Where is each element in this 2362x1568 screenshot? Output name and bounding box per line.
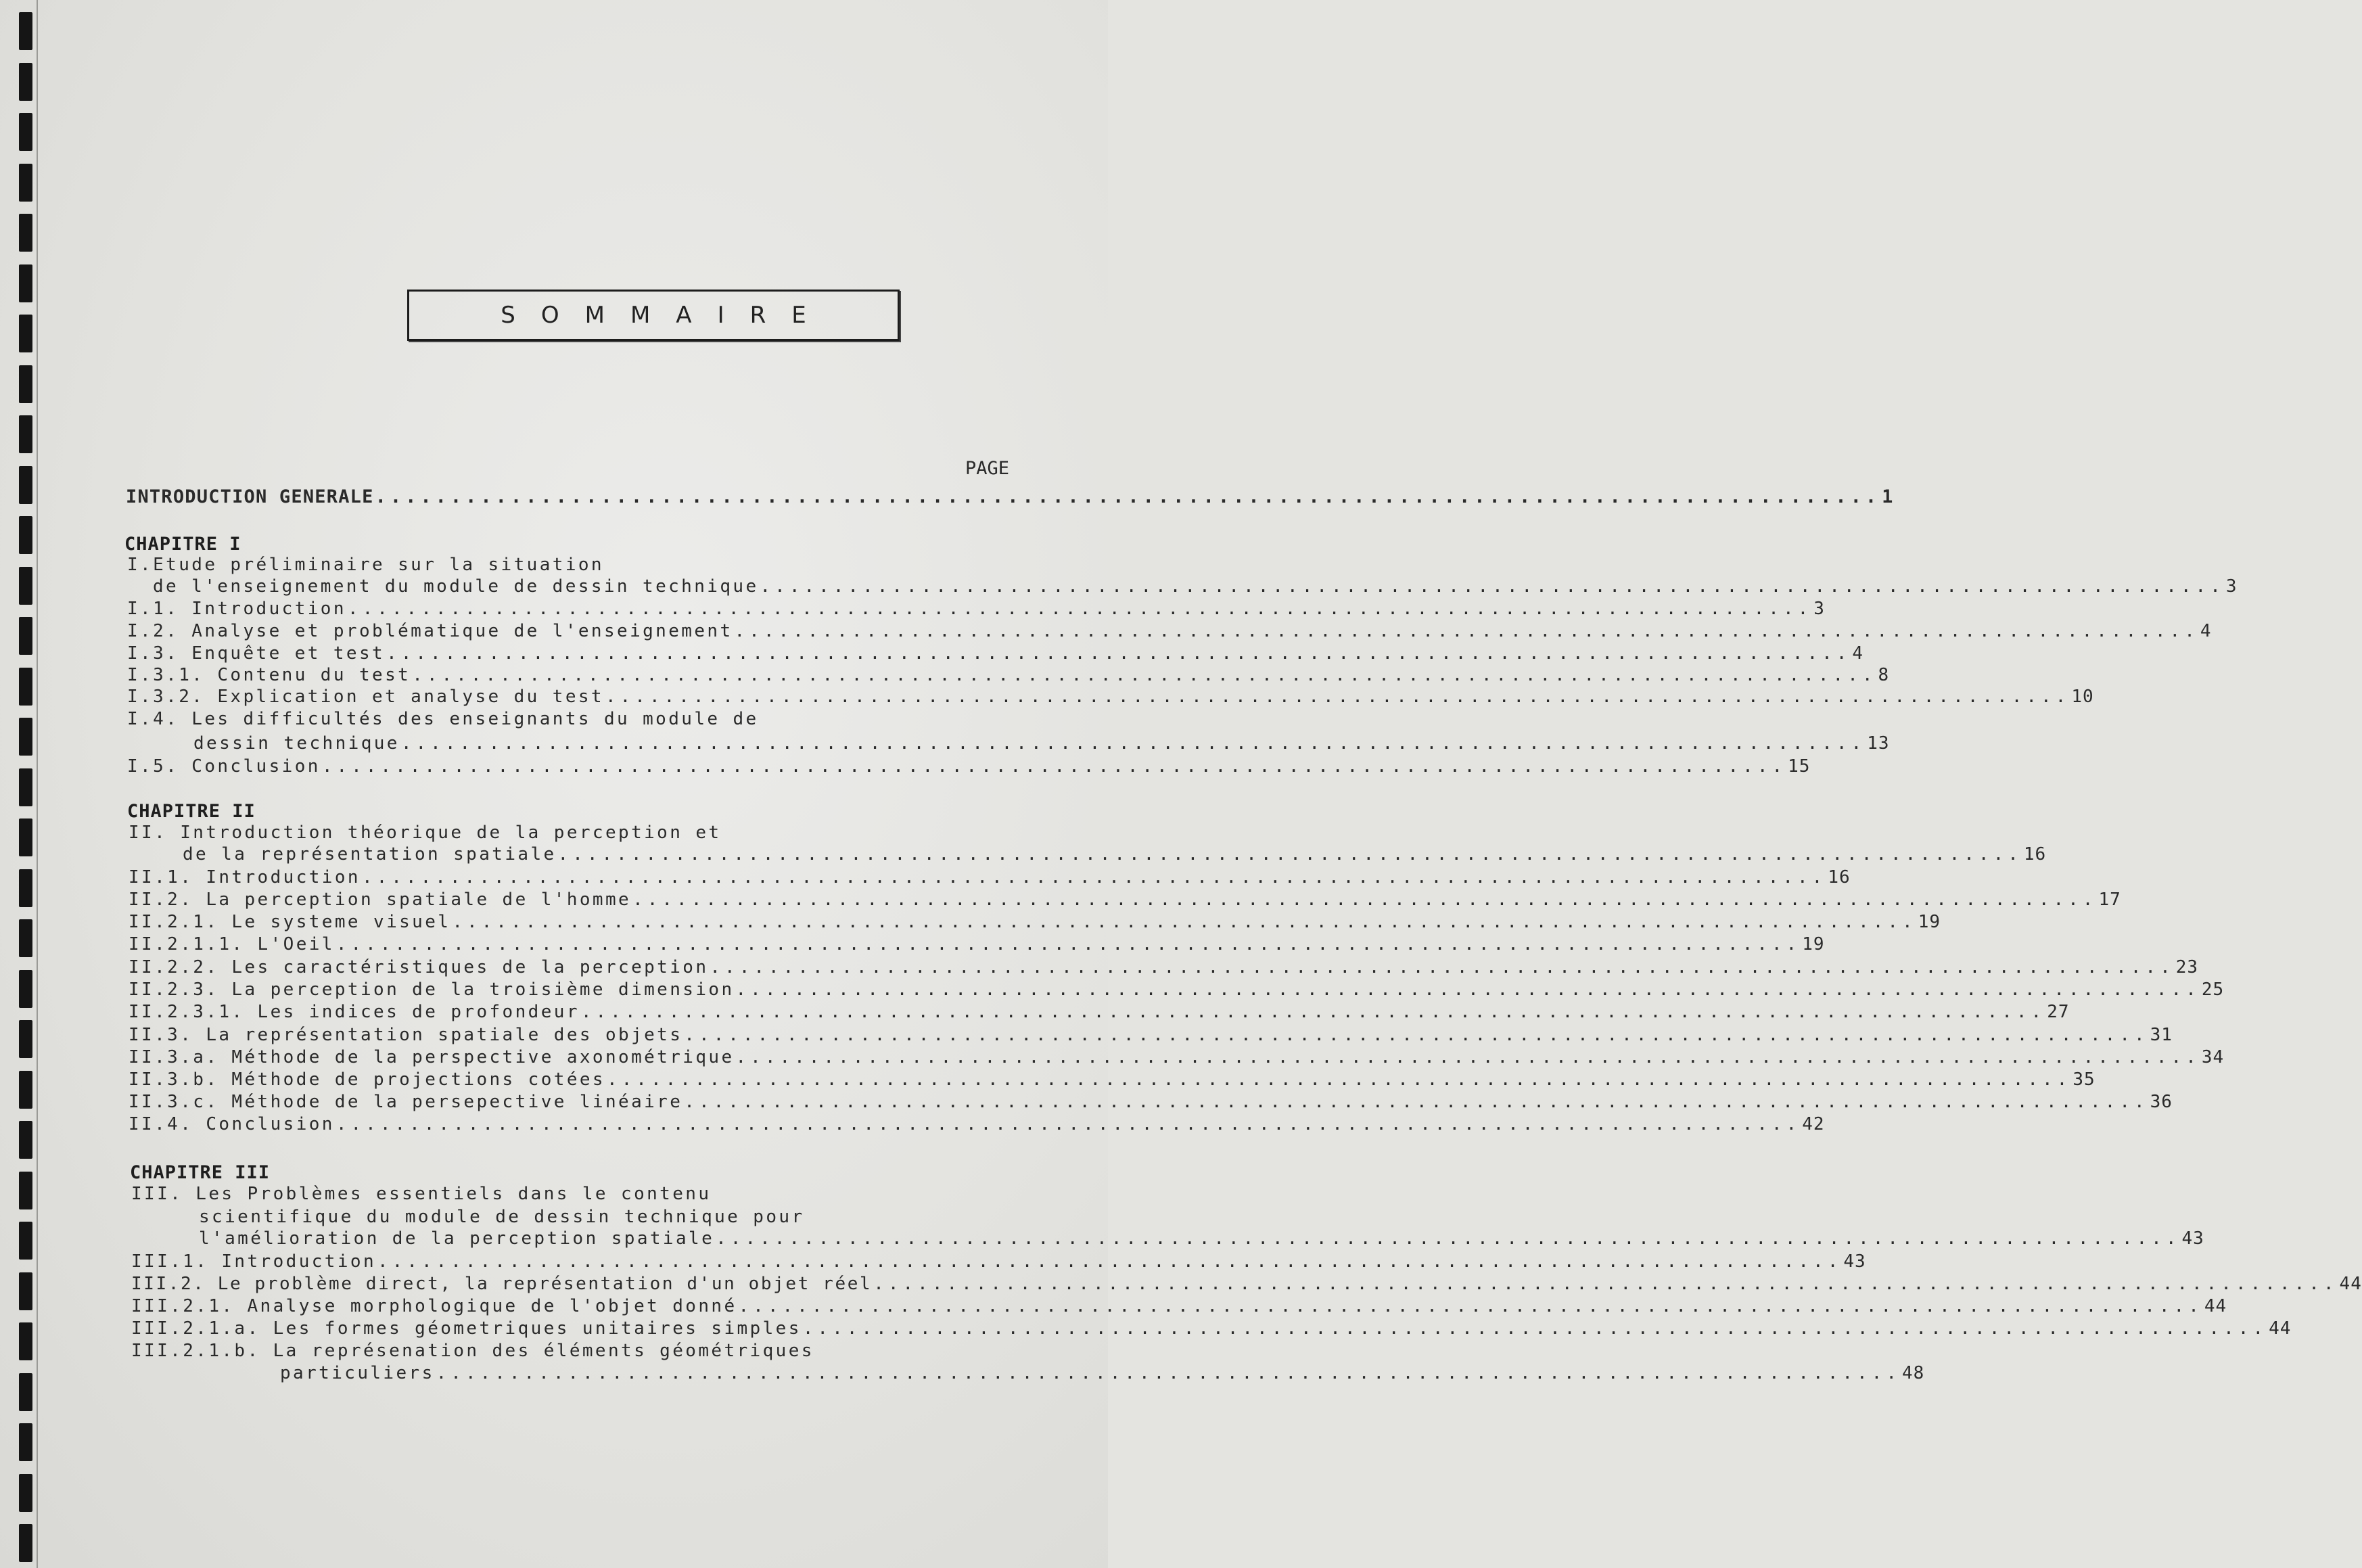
toc-entry bbox=[129, 1000, 2070, 1023]
toc-entry bbox=[127, 597, 1825, 620]
toc-entry-page: 3 bbox=[1813, 599, 1825, 619]
toc-entry-page: 42 bbox=[1802, 1114, 1825, 1134]
toc-entry bbox=[129, 1068, 2095, 1091]
toc-entry bbox=[127, 642, 1864, 665]
toc-entry-label: l'amélioration de la perception spatiale bbox=[199, 1228, 715, 1249]
toc-entry bbox=[129, 910, 1941, 933]
toc-entry bbox=[129, 933, 1825, 956]
toc-entry bbox=[131, 1250, 1866, 1273]
toc-entry-page: 43 bbox=[1843, 1251, 1866, 1272]
leader-dots: .................................................................................................... bbox=[735, 1047, 2200, 1067]
leader-dots: .................................................................................................... bbox=[716, 1228, 2181, 1249]
leader-dots: .................................................................................................... bbox=[436, 1363, 1901, 1383]
toc-entry-page: 16 bbox=[2023, 844, 2047, 864]
leader-dots: .................................................................................................... bbox=[375, 486, 1881, 507]
toc-entry-label: II. Introduction théorique de la perception et bbox=[129, 823, 722, 843]
toc-entry bbox=[131, 1317, 2292, 1340]
toc-entry-label: II.3.b. Méthode de projections cotées bbox=[129, 1069, 605, 1090]
toc-entry bbox=[131, 1295, 2227, 1318]
toc-entry-label: II.2.1. Le systeme visuel bbox=[129, 912, 451, 932]
toc-entry-page: 3 bbox=[2225, 576, 2238, 597]
toc-entry-label: II.4. Conclusion bbox=[129, 1114, 335, 1134]
toc-entry-page: 19 bbox=[1918, 912, 1941, 932]
leader-dots: .................................................................................................... bbox=[335, 934, 1801, 954]
leader-dots: .................................................................................................... bbox=[580, 1002, 2046, 1022]
toc-entry bbox=[199, 1205, 1025, 1228]
toc-entry-page: 35 bbox=[2072, 1069, 2095, 1090]
leader-dots: .................................................................................................... bbox=[802, 1318, 2268, 1339]
toc-entry bbox=[127, 685, 2094, 708]
toc-entry-label: I.1. Introduction bbox=[127, 599, 346, 619]
toc-entry bbox=[127, 553, 1020, 576]
toc-entry bbox=[127, 664, 1890, 687]
toc-entry bbox=[129, 978, 2225, 1001]
toc-entry-page: 44 bbox=[2269, 1318, 2292, 1339]
toc-entry-label: I.3. Enquête et test bbox=[127, 643, 386, 664]
toc-entry-label: II.3. La représentation spatiale des objets bbox=[129, 1025, 683, 1045]
leader-dots: .................................................................................................... bbox=[684, 1025, 2149, 1045]
toc-entry-introduction bbox=[126, 486, 1894, 509]
toc-entry-page: 31 bbox=[2150, 1025, 2173, 1045]
toc-entry-label: I.4. Les difficultés des enseignants du module de bbox=[127, 709, 759, 729]
page-column-label: PAGE bbox=[965, 458, 1010, 479]
chapter-heading: CHAPITRE I bbox=[124, 534, 241, 555]
toc-entry-page: 17 bbox=[2098, 890, 2121, 910]
toc-entry-page: 4 bbox=[2200, 621, 2212, 641]
toc-entry-page: 23 bbox=[2175, 957, 2199, 977]
page-title: SOMMAIRE bbox=[501, 302, 832, 329]
toc-entry-page: 8 bbox=[1878, 665, 1890, 685]
toc-entry-label: particuliers bbox=[280, 1363, 435, 1383]
toc-entry-page: 19 bbox=[1802, 934, 1825, 954]
toc-entry bbox=[199, 1227, 2204, 1250]
leader-dots: .................................................................................................... bbox=[632, 890, 2098, 910]
leader-dots: .................................................................................................... bbox=[557, 844, 2022, 864]
toc-entry bbox=[129, 1090, 2173, 1113]
toc-entry-label: I.3.2. Explication et analyse du test bbox=[127, 687, 604, 707]
toc-entry-label: III. Les Problèmes essentiels dans le contenu bbox=[131, 1184, 712, 1204]
toc-entry-label: I.Etude préliminaire sur la situation bbox=[127, 555, 604, 575]
leader-dots: .................................................................................................... bbox=[684, 1092, 2149, 1112]
toc-entry-label: INTRODUCTION GENERALE bbox=[126, 486, 374, 507]
toc-entry bbox=[129, 866, 1851, 889]
leader-dots: .................................................................................................... bbox=[335, 1114, 1801, 1134]
toc-entry-label: II.3.c. Méthode de la persepective linéaire bbox=[129, 1092, 683, 1112]
toc-entry-page: 25 bbox=[2201, 979, 2225, 1000]
leader-dots: .................................................................................................... bbox=[412, 665, 1877, 685]
toc-entry-page: 34 bbox=[2201, 1047, 2225, 1067]
toc-entry-page: 4 bbox=[1852, 643, 1864, 664]
toc-entry-label: III.2. Le problème direct, la représentation d'un objet réel bbox=[131, 1274, 873, 1294]
toc-entry-label: III.2.1.b. La représenation des éléments géométriques bbox=[131, 1341, 814, 1361]
toc-entry-label: II.2.1.1. L'Oeil bbox=[129, 934, 335, 954]
leader-dots: .................................................................................................... bbox=[760, 576, 2225, 597]
toc-entry-label: III.2.1. Analyse morphologique de l'objet donné bbox=[131, 1296, 737, 1316]
toc-entry-label: II.2. La perception spatiale de l'homme bbox=[129, 890, 632, 910]
toc-entry-page: 44 bbox=[2339, 1274, 2362, 1294]
leader-dots: .................................................................................................... bbox=[710, 957, 2175, 977]
leader-dots: .................................................................................................... bbox=[735, 979, 2200, 1000]
toc-entry-label: scientifique du module de dessin technique pour bbox=[199, 1207, 805, 1227]
toc-entry-label: II.2.3. La perception de la troisième dimension bbox=[129, 979, 735, 1000]
toc-entry-label: II.2.2. Les caractéristiques de la perception bbox=[129, 957, 709, 977]
toc-entry-page: 44 bbox=[2204, 1296, 2227, 1316]
toc-entry-page: 43 bbox=[2181, 1228, 2204, 1249]
chapter-heading: CHAPITRE III bbox=[130, 1162, 271, 1183]
leader-dots: .................................................................................................... bbox=[606, 1069, 2072, 1090]
toc-entry bbox=[129, 956, 2199, 979]
toc-entry-label: de la représentation spatiale bbox=[183, 844, 557, 864]
toc-entry-page: 27 bbox=[2047, 1002, 2070, 1022]
toc-entry bbox=[280, 1362, 1925, 1385]
toc-entry-page: 13 bbox=[1867, 733, 1890, 754]
leader-dots: .................................................................................................... bbox=[400, 733, 1866, 754]
leader-dots: .................................................................................................... bbox=[377, 1251, 1843, 1272]
chapter-heading: CHAPITRE II bbox=[127, 801, 256, 822]
toc-entry-page: 16 bbox=[1828, 867, 1851, 887]
toc-entry bbox=[131, 1339, 1025, 1362]
toc-entry bbox=[131, 1272, 2362, 1295]
toc-entry-label: de l'enseignement du module de dessin technique bbox=[153, 576, 759, 597]
toc-entry bbox=[129, 821, 1023, 844]
toc-entry-label: I.3.1. Contenu du test bbox=[127, 665, 411, 685]
leader-dots: .................................................................................................... bbox=[738, 1296, 2203, 1316]
toc-entry bbox=[129, 888, 2121, 911]
toc-entry bbox=[183, 843, 2047, 866]
toc-entry-label: II.3.a. Méthode de la perspective axonométrique bbox=[129, 1047, 735, 1067]
toc-entry-label: II.1. Introduction bbox=[129, 867, 361, 887]
toc-entry bbox=[153, 575, 2238, 598]
leader-dots: .................................................................................................... bbox=[605, 687, 2070, 707]
toc-entry-label: dessin technique bbox=[193, 733, 400, 754]
toc-entry bbox=[127, 755, 1811, 778]
toc-entry bbox=[129, 1046, 2225, 1069]
toc-entry bbox=[127, 620, 2212, 643]
leader-dots: .................................................................................................... bbox=[873, 1274, 2338, 1294]
leader-dots: .................................................................................................... bbox=[321, 756, 1787, 777]
leader-dots: .................................................................................................... bbox=[386, 643, 1851, 664]
toc-entry-page: 15 bbox=[1788, 756, 1811, 777]
toc-entry bbox=[131, 1182, 1025, 1205]
toc-entry bbox=[127, 708, 1020, 731]
leader-dots: .................................................................................................... bbox=[347, 599, 1813, 619]
toc-entry-label: II.2.3.1. Les indices de profondeur bbox=[129, 1002, 580, 1022]
leader-dots: .................................................................................................... bbox=[734, 621, 2199, 641]
toc-entry-page: 1 bbox=[1882, 486, 1894, 507]
leader-dots: .................................................................................................... bbox=[361, 867, 1827, 887]
toc-entry bbox=[129, 1113, 1825, 1136]
toc-entry-label: III.1. Introduction bbox=[131, 1251, 377, 1272]
toc-entry-label: III.2.1.a. Les formes géometriques unitaires simples bbox=[131, 1318, 802, 1339]
toc-entry bbox=[193, 732, 1890, 755]
toc-entry-label: I.5. Conclusion bbox=[127, 756, 321, 777]
toc-entry-page: 10 bbox=[2071, 687, 2094, 707]
leader-dots: .................................................................................................... bbox=[452, 912, 1917, 932]
toc-entry-label: I.2. Analyse et problématique de l'enseignement bbox=[127, 621, 733, 641]
toc-entry-page: 36 bbox=[2150, 1092, 2173, 1112]
toc-entry-page: 48 bbox=[1901, 1363, 1925, 1383]
toc-entry bbox=[129, 1023, 2173, 1046]
